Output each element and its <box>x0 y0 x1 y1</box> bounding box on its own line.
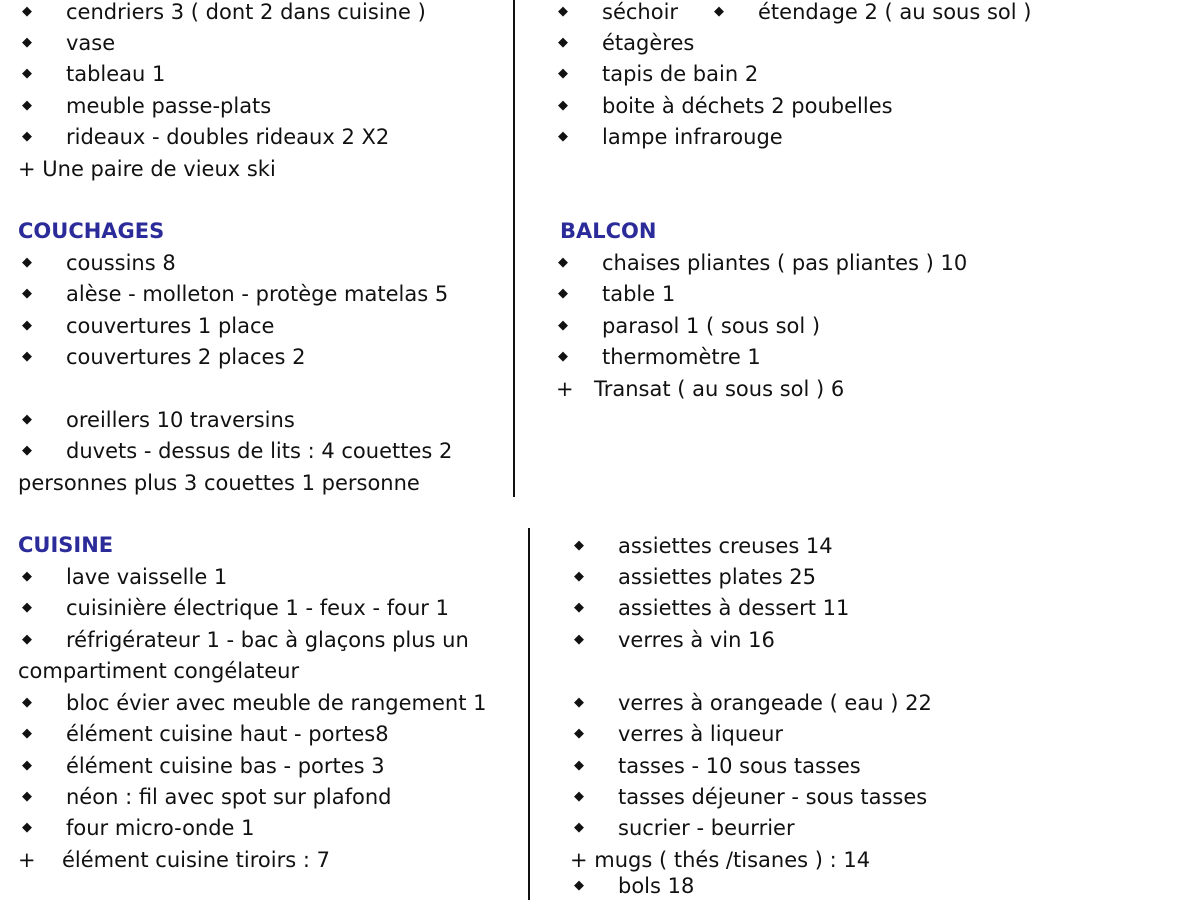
diamond-bullet-icon: ◆ <box>22 98 32 113</box>
diamond-bullet-icon: ◆ <box>558 129 568 144</box>
diamond-bullet-icon: ◆ <box>574 789 584 804</box>
diamond-bullet-icon: ◆ <box>574 538 584 553</box>
section-heading-cuisine: CUISINE <box>18 533 114 557</box>
diamond-bullet-icon: ◆ <box>22 4 32 19</box>
diamond-bullet-icon: ◆ <box>558 286 568 301</box>
plus-icon: + <box>556 377 574 401</box>
diamond-bullet-icon: ◆ <box>558 66 568 81</box>
top-column-divider <box>513 0 515 497</box>
diamond-bullet-icon: ◆ <box>558 35 568 50</box>
diamond-bullet-icon: ◆ <box>714 4 724 19</box>
diamond-bullet-icon: ◆ <box>22 129 32 144</box>
plus-icon: + <box>18 848 36 872</box>
diamond-bullet-icon: ◆ <box>558 349 568 364</box>
diamond-bullet-icon: ◆ <box>574 878 584 893</box>
diamond-bullet-icon: ◆ <box>22 695 32 710</box>
diamond-bullet-icon: ◆ <box>574 632 584 647</box>
diamond-bullet-icon: ◆ <box>22 569 32 584</box>
diamond-bullet-icon: ◆ <box>22 789 32 804</box>
diamond-bullet-icon: ◆ <box>574 600 584 615</box>
diamond-bullet-icon: ◆ <box>22 66 32 81</box>
extra-item: + mugs ( thés /tisanes ) : 14 <box>570 848 871 872</box>
diamond-bullet-icon: ◆ <box>22 412 32 427</box>
diamond-bullet-icon: ◆ <box>558 255 568 270</box>
diamond-bullet-icon: ◆ <box>22 726 32 741</box>
diamond-bullet-icon: ◆ <box>22 318 32 333</box>
diamond-bullet-icon: ◆ <box>22 820 32 835</box>
diamond-bullet-icon: ◆ <box>574 695 584 710</box>
diamond-bullet-icon: ◆ <box>22 632 32 647</box>
extra-item: élément cuisine tiroirs : 7 <box>62 848 330 872</box>
continuation-text: personnes plus 3 couettes 1 personne <box>18 471 420 495</box>
continuation-text: compartiment congélateur <box>18 659 300 683</box>
diamond-bullet-icon: ◆ <box>22 35 32 50</box>
diamond-bullet-icon: ◆ <box>558 318 568 333</box>
diamond-bullet-icon: ◆ <box>22 255 32 270</box>
diamond-bullet-icon: ◆ <box>22 758 32 773</box>
section-heading-couchages: COUCHAGES <box>18 219 165 243</box>
diamond-bullet-icon: ◆ <box>558 4 568 19</box>
extra-item: Transat ( au sous sol ) 6 <box>594 377 845 401</box>
diamond-bullet-icon: ◆ <box>22 286 32 301</box>
diamond-bullet-icon: ◆ <box>574 726 584 741</box>
diamond-bullet-icon: ◆ <box>574 569 584 584</box>
diamond-bullet-icon: ◆ <box>22 443 32 458</box>
diamond-bullet-icon: ◆ <box>574 820 584 835</box>
list-item: ◆ séchoir ◆ étendage 2 ( au sous sol ) <box>558 0 1032 24</box>
extra-item: + Une paire de vieux ski <box>18 157 276 181</box>
diamond-bullet-icon: ◆ <box>22 349 32 364</box>
diamond-bullet-icon: ◆ <box>22 600 32 615</box>
bottom-column-divider <box>528 528 530 900</box>
diamond-bullet-icon: ◆ <box>558 98 568 113</box>
section-heading-balcon: BALCON <box>560 219 657 243</box>
diamond-bullet-icon: ◆ <box>574 758 584 773</box>
